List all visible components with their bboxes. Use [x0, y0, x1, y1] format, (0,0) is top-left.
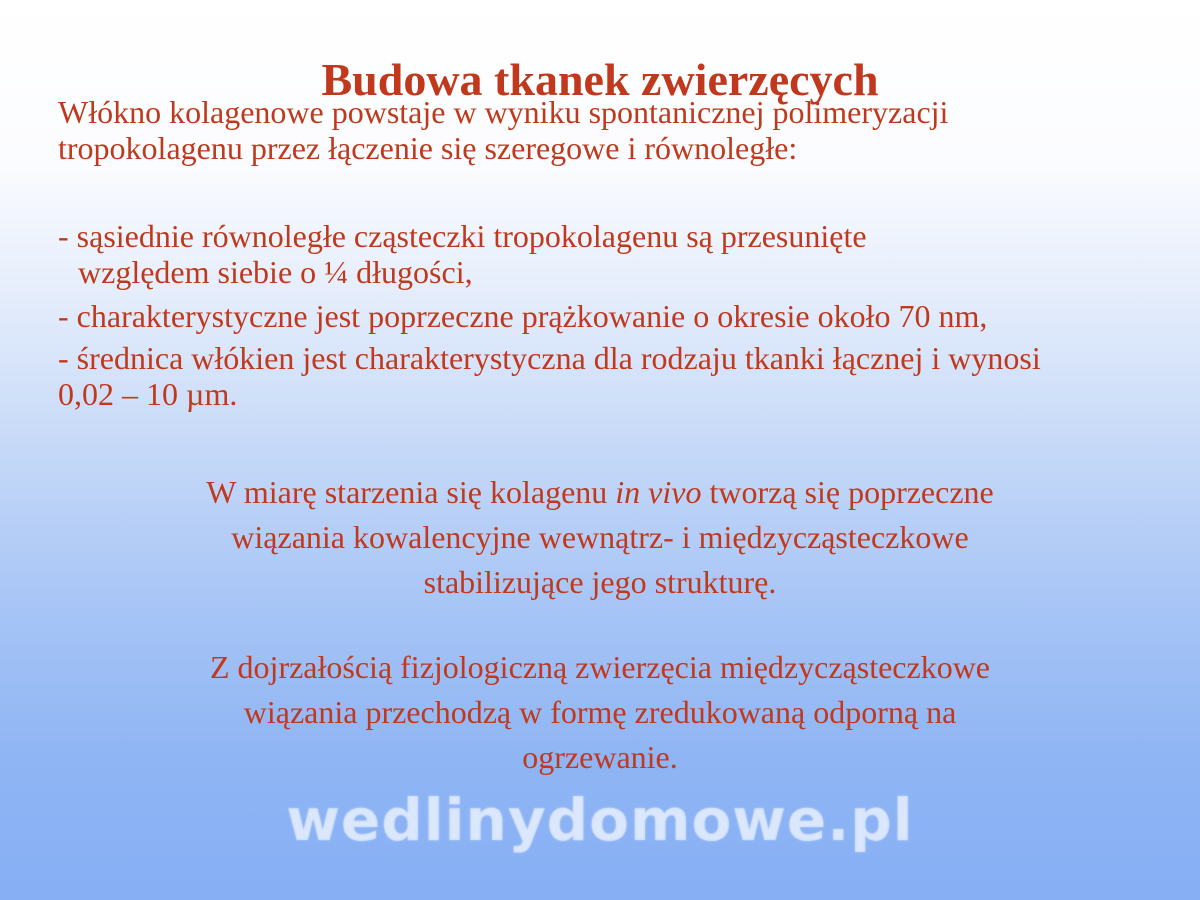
intro-line-1: Włókno kolagenowe powstaje w wyniku spontanicznej polimeryzacji — [58, 94, 949, 130]
watermark: wedlinydomowe.pl — [286, 786, 914, 854]
bullet-item — [58, 218, 1188, 290]
bullet-list — [58, 218, 1188, 420]
maturity-paragraph — [100, 645, 1100, 780]
aging-line-1 — [100, 470, 1100, 515]
intro-line-2: tropokolagenu przez łączenie się szeregowe i równoległe: — [58, 130, 798, 166]
maturity-line-3: ogrzewanie. — [522, 739, 678, 775]
slide-title: Budowa tkanek zwierzęcych — [321, 54, 879, 105]
bullet-item-line: - charakterystyczne jest poprzeczne prążkowanie o okresie około 70 nm, — [58, 298, 988, 334]
bullet-item — [58, 340, 1188, 412]
bullet-item-line: - średnica włókien jest charakterystyczna dla rodzaju tkanki łącznej i wynosi — [58, 340, 1041, 376]
aging-line-1-start: W miarę starzenia się kolagenu — [206, 474, 616, 510]
aging-line-2: wiązania kowalencyjne wewnątrz- i międzycząsteczkowe — [231, 519, 969, 555]
maturity-line-1: Z dojrzałością fizjologiczną zwierzęcia międzycząsteczkowe — [210, 649, 990, 685]
bullet-item-continuation: 0,02 – 10 µm. — [58, 376, 238, 412]
in-vivo-term: in vivo — [615, 474, 702, 510]
maturity-line-2: wiązania przechodzą w formę zredukowaną odporną na — [243, 694, 957, 730]
aging-paragraph — [100, 470, 1100, 605]
bullet-item — [58, 298, 1188, 334]
aging-line-1-end: tworzą się poprzeczne — [701, 474, 994, 510]
bullet-item-continuation: względem siebie o ¼ długości, — [78, 254, 473, 290]
intro-paragraph — [58, 94, 1178, 166]
aging-line-3: stabilizujące jego strukturę. — [423, 564, 777, 600]
bullet-item-line: - sąsiednie równoległe cząsteczki tropokolagenu są przesunięte — [58, 218, 867, 254]
